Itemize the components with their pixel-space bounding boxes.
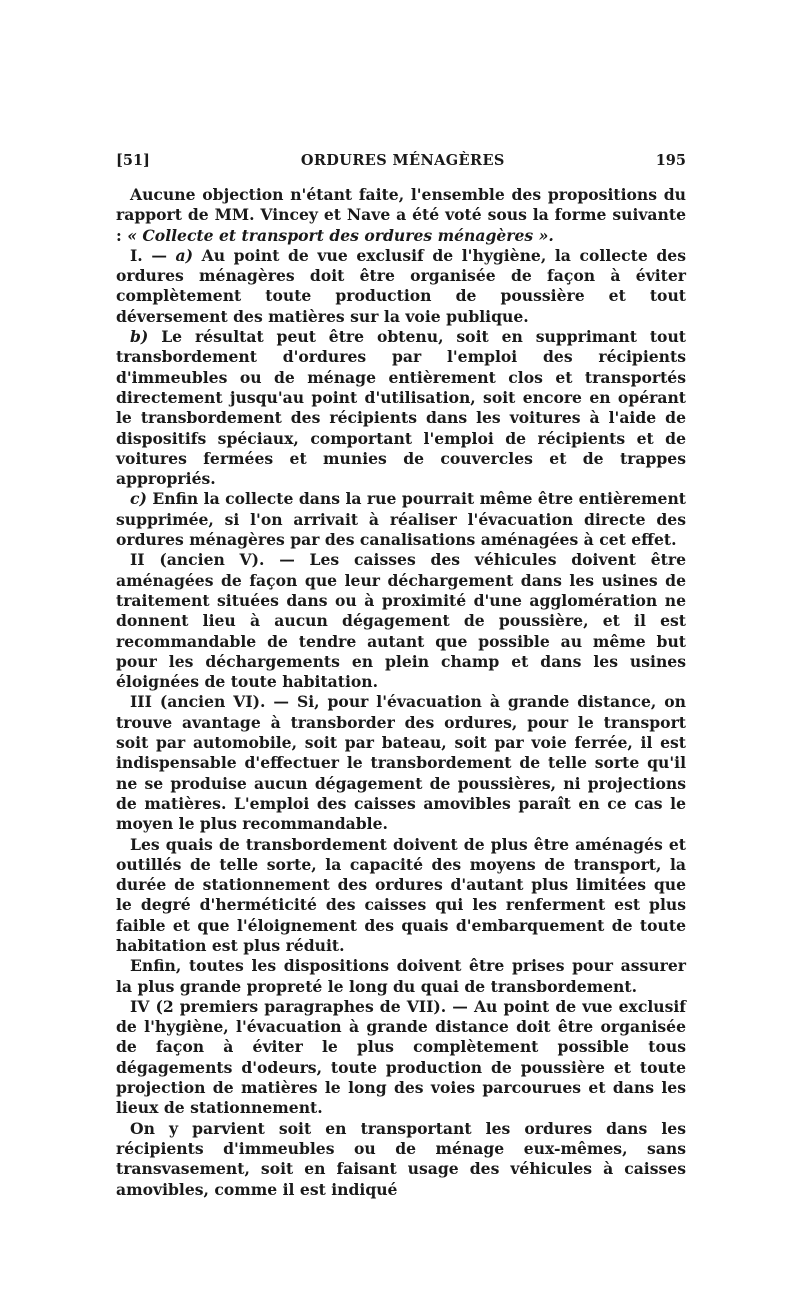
paragraph-quais: Les quais de transbordement doivent de plus être aménagés et outillés de telle sorte, la capacité des moyens de transport, la durée de stationnement des ordures d'autant plus limitées que le degré d'herméticité des caisses qui les renferment est plus faible et que l'éloignement des quais d'embarquement de toute habitation est plus réduit. bbox=[116, 834, 686, 955]
paragraph-i-c bbox=[116, 489, 686, 550]
section-number: [51] bbox=[116, 152, 150, 169]
running-title: ORDURES MÉNAGÈRES bbox=[300, 152, 505, 169]
item-c-text: Enfin la collecte dans la rue pourrait même être entièrement supprimée, si l'on arrivait à réaliser l'évacuation directe des ordures ménagères par des canalisations aménagées à cet effet. bbox=[116, 489, 686, 550]
paragraph-proprete: Enfin, toutes les dispositions doivent être prises pour assurer la plus grande propreté le long du quai de transbordement. bbox=[116, 956, 686, 996]
paragraph-iv: IV (2 premiers paragraphes de VII). — Au point de vue exclusif de l'hygiène, l'évacuation à grande distance doit être organisée de façon à éviter le plus complètement possible tous dégagements d'odeurs, toute production de poussière et toute projection de matières le long des voies parcourues et dans les lieux de stationnement. bbox=[116, 996, 686, 1118]
paragraph-intro bbox=[116, 185, 686, 246]
paragraph-transport: On y parvient soit en transportant les ordures dans les récipients d'immeubles ou de ménage eux-mêmes, sans transvasement, soit en faisant usage des véhicules à caisses amovibles, comme il est indiqué bbox=[116, 1118, 686, 1199]
running-header bbox=[116, 152, 686, 169]
page-number: 195 bbox=[655, 152, 686, 169]
item-a-text: Au point de vue exclusif de l'hygiène, la collecte des ordures ménagères doit être organisée de façon à éviter complètement toute production de poussière et tout déversement des matières sur la voie publique. bbox=[116, 245, 686, 326]
item-letter-c: c) bbox=[130, 489, 147, 509]
intro-text: Aucune objection n'étant faite, l'ensemble des propositions du rapport de MM. Vincey et Nave a été voté sous la forme suivante : bbox=[116, 185, 686, 245]
item-letter-b: b) bbox=[130, 327, 149, 347]
item-letter-a: a) bbox=[175, 245, 193, 265]
section-i-prefix: I. — bbox=[130, 245, 176, 265]
paragraph-ii: II (ancien V). — Les caisses des véhicules doivent être aménagées de façon que leur déchargement dans les usines de traitement situées dans ou à proximité d'une agglomération ne donnent lieu à aucun dégagement de poussière, et il est recommandable de tendre autant que possible au même but pour les déchargements en plein champ et dans les usines éloignées de toute habitation. bbox=[116, 550, 686, 692]
book-page bbox=[116, 152, 686, 1200]
paragraph-i-a bbox=[116, 246, 686, 327]
item-b-text: Le résultat peut être obtenu, soit en supprimant tout transbordement d'ordures par l'emploi des récipients d'immeubles ou de ménage entièrement clos et transportés directement jusqu'au point d'utilisation, soit encore en opérant le transbordement des récipients dans les voitures à l'aide de dispositifs spéciaux, comportant l'emploi de récipients et de voitures fermées et munies de couvercles et de trappes appropriés. bbox=[116, 327, 686, 489]
paragraph-i-b bbox=[116, 327, 686, 489]
intro-quote: « Collecte et transport des ordures ménagères ». bbox=[127, 225, 554, 245]
paragraph-iii: III (ancien VI). — Si, pour l'évacuation à grande distance, on trouve avantage à transborder des ordures, pour le transport soit par automobile, soit par bateau, soit par voie ferrée, il est indispensable d'effectuer le transbordement de telle sorte qu'il ne se produise aucun dégagement de poussières, ni projections de matières. L'emploi des caisses amovibles paraît en ce cas le moyen le plus recommandable. bbox=[116, 692, 686, 834]
